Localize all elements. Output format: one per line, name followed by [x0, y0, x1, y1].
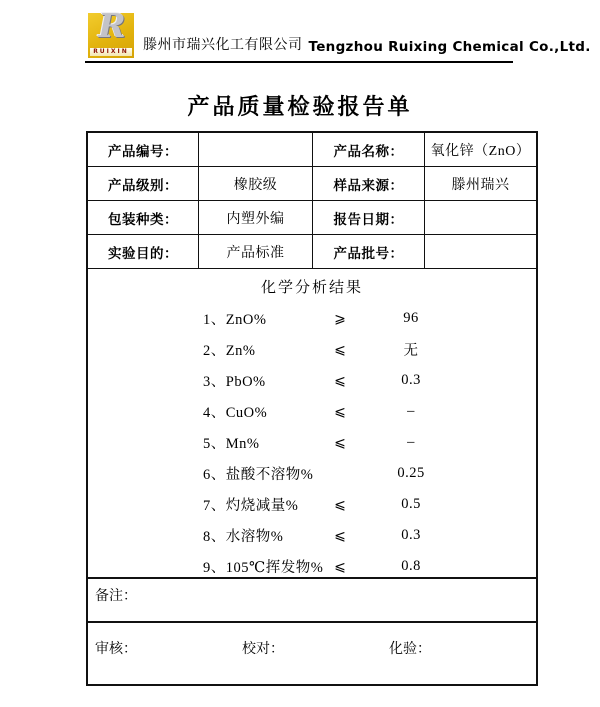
batch-no-value [425, 235, 536, 269]
analysis-row [88, 427, 536, 458]
product-name-label: 产品名称： [313, 133, 425, 167]
analysis-row [88, 365, 536, 396]
report-date-value [425, 201, 536, 235]
item-name: 5、Mn% [203, 436, 260, 452]
signoff-row [88, 623, 536, 658]
assay-label: 化验： [389, 642, 431, 657]
comparator: ⩽ [334, 341, 346, 358]
product-grade-value: 橡胶级 [199, 167, 313, 201]
batch-no-label: 产品批号： [313, 235, 425, 269]
company-name-en: Tengzhou Ruixing Chemical Co.,Ltd. [308, 39, 591, 55]
item-name: 1、ZnO% [203, 312, 267, 328]
company-name-cn: 滕州市瑞兴化工有限公司 [143, 38, 303, 53]
item-value: 0.8 [401, 558, 421, 574]
item-value: 0.3 [401, 527, 421, 543]
item-value: 96 [403, 310, 419, 326]
analysis-row [88, 551, 536, 582]
analysis-rows [88, 303, 536, 582]
item-name: 3、PbO% [203, 374, 266, 390]
item-value: – [407, 403, 415, 419]
report-date-label: 报告日期： [313, 201, 425, 235]
page-title: 产品质量检验报告单 [187, 95, 413, 120]
item-value: – [407, 434, 415, 450]
comparator: ⩾ [334, 310, 346, 327]
analysis-section [88, 269, 536, 579]
proofread-label: 校对： [242, 642, 284, 657]
review-label: 审核： [95, 642, 137, 657]
header-rule [85, 61, 513, 63]
item-name: 6、盐酸不溶物% [203, 467, 314, 483]
item-name: 2、Zn% [203, 343, 256, 359]
item-name: 7、灼烧减量% [203, 498, 299, 514]
analysis-row [88, 334, 536, 365]
product-name-value: 氧化锌（ZnO） [425, 133, 536, 167]
comparator: ⩽ [334, 558, 346, 575]
analysis-row [88, 303, 536, 334]
test-purpose-value: 产品标准 [199, 235, 313, 269]
item-name: 8、水溶物% [203, 529, 284, 545]
analysis-row [88, 458, 536, 489]
sample-source-value: 滕州瑞兴 [425, 167, 536, 201]
comparator: ⩽ [334, 403, 346, 420]
package-type-label: 包装种类： [88, 201, 199, 235]
remarks-label: 备注： [95, 589, 137, 604]
analysis-row [88, 520, 536, 551]
comparator: ⩽ [334, 496, 346, 513]
logo-brand-text: RUIXIN [90, 48, 132, 56]
report-table [86, 131, 538, 686]
comparator: ⩽ [334, 372, 346, 389]
item-name: 4、CuO% [203, 405, 268, 421]
product-no-value [199, 133, 313, 167]
analysis-row [88, 489, 536, 520]
sample-source-label: 样品来源： [313, 167, 425, 201]
info-grid [88, 133, 536, 269]
comparator: ⩽ [334, 434, 346, 451]
ruixin-logo [88, 6, 134, 58]
comparator: ⩽ [334, 527, 346, 544]
remarks-row [88, 579, 536, 623]
logo-r-icon: R [98, 6, 126, 45]
product-no-label: 产品编号： [88, 133, 199, 167]
analysis-row [88, 396, 536, 427]
item-value: 无 [403, 343, 419, 359]
package-type-value: 内塑外编 [199, 201, 313, 235]
item-value: 0.3 [401, 372, 421, 388]
item-value: 0.5 [401, 496, 421, 512]
analysis-section-title: 化学分析结果 [260, 280, 363, 296]
header [88, 6, 591, 58]
test-purpose-label: 实验目的： [88, 235, 199, 269]
item-value: 0.25 [397, 465, 425, 481]
item-name: 9、105℃挥发物% [203, 560, 324, 576]
product-grade-label: 产品级别： [88, 167, 199, 201]
